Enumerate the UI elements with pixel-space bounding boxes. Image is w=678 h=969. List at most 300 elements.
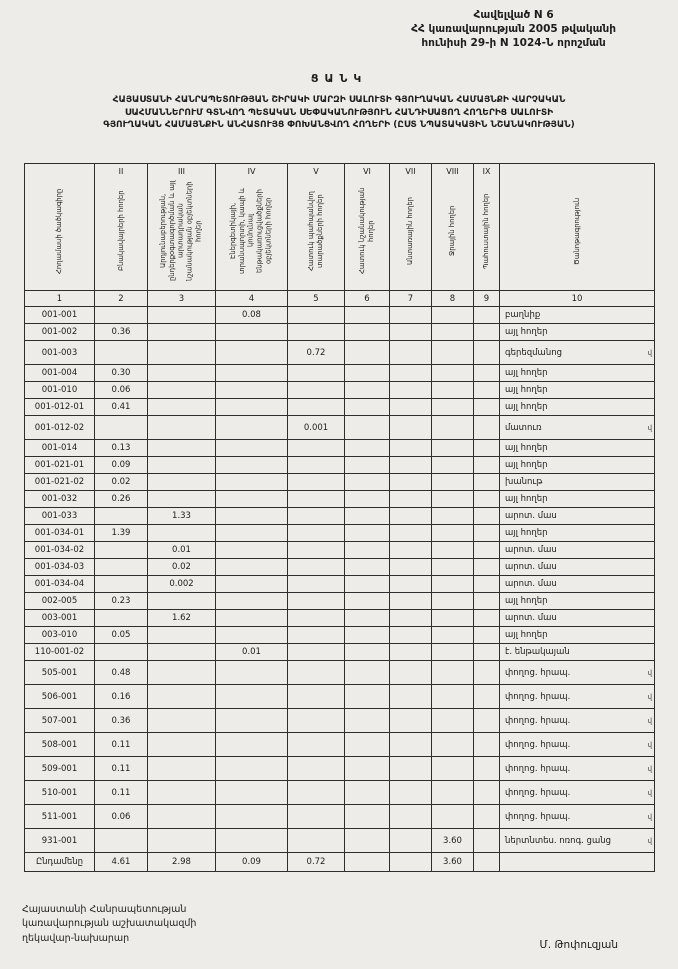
- value-cell: 0.06: [95, 382, 148, 399]
- value-cell: [432, 324, 474, 341]
- roman-numeral: III: [177, 167, 186, 176]
- value-cell: [148, 781, 216, 805]
- note-cell: [500, 709, 655, 733]
- table-row: [25, 829, 655, 853]
- land-code: 001-012-02: [25, 416, 95, 440]
- title-line-2: ՍԱՀՄԱՆՆԵՐՈՒՄ ԳՏՆՎՈՂ ՊԵՏԱԿԱՆ ՍԵՓԱԿԱՆՈՒԹՅՈՒՆ ՀԱՆԴԻՍԱՑՈՂ ՀՈՂԵՐԻՑ ՍԱԼՈՒՏԻ: [124, 107, 554, 118]
- land-table-header: [25, 164, 655, 307]
- value-cell: [148, 365, 216, 382]
- column-header-4: [216, 164, 288, 291]
- roman-numeral: VI: [363, 167, 371, 176]
- note-text: այլ հողեր: [505, 443, 548, 453]
- value-cell: [390, 627, 432, 644]
- decree-number: հունիսի 29-ի N 1024-Ն որոշման: [421, 37, 606, 50]
- note-cell: [500, 627, 655, 644]
- value-cell: [390, 644, 432, 661]
- note-cell: [500, 559, 655, 576]
- value-cell: 0.72: [288, 853, 345, 872]
- value-cell: [432, 757, 474, 781]
- value-cell: [216, 508, 288, 525]
- value-cell: [288, 440, 345, 457]
- value-cell: [474, 491, 500, 508]
- value-cell: [216, 661, 288, 685]
- value-cell: 1.39: [95, 525, 148, 542]
- land-code: 001-034-02: [25, 542, 95, 559]
- column-number: 10: [500, 291, 655, 307]
- value-cell: [288, 307, 345, 324]
- column-label: Ծանոթագրություն: [572, 197, 581, 265]
- value-cell: [474, 440, 500, 457]
- value-cell: [345, 416, 390, 440]
- note-text: խանութ: [505, 477, 543, 487]
- value-cell: [390, 382, 432, 399]
- value-cell: [345, 576, 390, 593]
- value-cell: [474, 593, 500, 610]
- value-cell: [345, 457, 390, 474]
- value-cell: [390, 757, 432, 781]
- note-text: այլ հողեր: [505, 596, 548, 606]
- table-row: [25, 307, 655, 324]
- value-cell: [216, 781, 288, 805]
- value-cell: [474, 853, 500, 872]
- value-cell: [474, 576, 500, 593]
- value-cell: 0.36: [95, 709, 148, 733]
- value-cell: 0.36: [95, 324, 148, 341]
- value-cell: [148, 399, 216, 416]
- note-cell: [500, 829, 655, 853]
- value-cell: [432, 542, 474, 559]
- value-cell: [148, 341, 216, 365]
- value-cell: [432, 508, 474, 525]
- value-cell: [390, 365, 432, 382]
- value-cell: [474, 644, 500, 661]
- land-code: 001-021-02: [25, 474, 95, 491]
- value-cell: [390, 685, 432, 709]
- roman-numeral: [501, 166, 653, 177]
- annex-number: Հավելված N 6: [473, 9, 554, 21]
- value-cell: [216, 365, 288, 382]
- value-cell: [216, 685, 288, 709]
- note-text: բաղնիք: [505, 310, 541, 320]
- value-cell: [390, 416, 432, 440]
- value-cell: [95, 829, 148, 853]
- value-cell: [390, 593, 432, 610]
- value-cell: [432, 593, 474, 610]
- value-cell: [474, 559, 500, 576]
- table-row: [25, 399, 655, 416]
- value-cell: [148, 661, 216, 685]
- table-row: [25, 781, 655, 805]
- value-cell: [474, 324, 500, 341]
- note-cell: [500, 525, 655, 542]
- value-cell: [390, 440, 432, 457]
- note-cell: [500, 382, 655, 399]
- note-cell: [500, 474, 655, 491]
- column-label: Հատուկ պահպանվող տարածքների հողեր: [307, 191, 324, 271]
- column-label: Արդյունաբերության, ընդերքօգտագործման և այլ արտադրական նշանակության օբյեկտների հողեր: [159, 180, 203, 282]
- column-number: 6: [345, 291, 390, 307]
- value-cell: [345, 307, 390, 324]
- value-cell: [345, 661, 390, 685]
- value-cell: [474, 829, 500, 853]
- value-cell: [216, 709, 288, 733]
- value-cell: 0.09: [95, 457, 148, 474]
- value-cell: [216, 491, 288, 508]
- land-table: [24, 163, 655, 872]
- note-cell: [500, 661, 655, 685]
- land-code: 001-002: [25, 324, 95, 341]
- value-cell: [216, 593, 288, 610]
- value-cell: [148, 805, 216, 829]
- note-text: գերեզմանոց: [505, 347, 562, 358]
- land-code: 507-001: [25, 709, 95, 733]
- value-cell: [432, 805, 474, 829]
- value-cell: [95, 307, 148, 324]
- value-cell: [216, 440, 288, 457]
- value-cell: 3.60: [432, 853, 474, 872]
- value-cell: [474, 508, 500, 525]
- value-cell: [288, 508, 345, 525]
- value-cell: [432, 416, 474, 440]
- value-cell: [148, 416, 216, 440]
- value-cell: 0.11: [95, 733, 148, 757]
- column-number: 8: [432, 291, 474, 307]
- table-row: [25, 576, 655, 593]
- value-cell: [95, 542, 148, 559]
- value-cell: 0.48: [95, 661, 148, 685]
- value-cell: [95, 576, 148, 593]
- land-code: 001-021-01: [25, 457, 95, 474]
- value-cell: [432, 491, 474, 508]
- value-cell: [216, 399, 288, 416]
- value-cell: [345, 709, 390, 733]
- land-code: 001-003: [25, 341, 95, 365]
- note-text: փողոց. հրապ.: [505, 787, 571, 798]
- value-cell: [148, 757, 216, 781]
- note-cell: [500, 365, 655, 382]
- value-cell: [148, 709, 216, 733]
- value-cell: [345, 627, 390, 644]
- note-text: է. ենթակայան: [505, 647, 570, 657]
- value-cell: [390, 399, 432, 416]
- column-header-3: [148, 164, 216, 291]
- annex-reference: [411, 8, 616, 51]
- value-cell: [390, 853, 432, 872]
- value-cell: [95, 416, 148, 440]
- table-row: [25, 508, 655, 525]
- land-code: 509-001: [25, 757, 95, 781]
- column-label: Հատուկ նշանակության հողեր: [358, 187, 375, 275]
- column-header-8: [432, 164, 474, 291]
- value-cell: [432, 341, 474, 365]
- value-cell: 0.11: [95, 781, 148, 805]
- column-label: Պահուստային հողեր: [482, 193, 491, 269]
- note-cell: [500, 733, 655, 757]
- footnote-mark: վ: [647, 764, 652, 773]
- note-cell: [500, 324, 655, 341]
- table-row: [25, 416, 655, 440]
- column-number: 3: [148, 291, 216, 307]
- value-cell: [390, 457, 432, 474]
- value-cell: [345, 733, 390, 757]
- value-cell: [345, 341, 390, 365]
- footer-office: [22, 903, 196, 946]
- value-cell: 0.08: [216, 307, 288, 324]
- roman-numeral: IX: [482, 167, 491, 176]
- land-code: 001-033: [25, 508, 95, 525]
- value-cell: [474, 733, 500, 757]
- value-cell: [216, 733, 288, 757]
- value-cell: [345, 399, 390, 416]
- note-text: այլ հողեր: [505, 460, 548, 470]
- value-cell: [474, 805, 500, 829]
- value-cell: [95, 341, 148, 365]
- page-title: ՑԱՆԿ: [310, 72, 368, 85]
- column-header-10: [500, 164, 655, 291]
- value-cell: 0.72: [288, 341, 345, 365]
- value-cell: [345, 491, 390, 508]
- value-cell: [288, 685, 345, 709]
- table-row: [25, 474, 655, 491]
- value-cell: 0.02: [95, 474, 148, 491]
- note-cell: [500, 416, 655, 440]
- land-code: 003-001: [25, 610, 95, 627]
- value-cell: [345, 382, 390, 399]
- note-cell: [500, 508, 655, 525]
- value-cell: 2.98: [148, 853, 216, 872]
- value-cell: 1.33: [148, 508, 216, 525]
- footnote-mark: վ: [647, 740, 652, 749]
- footnote-mark: վ: [647, 788, 652, 797]
- note-text: փողոց. հրապ.: [505, 715, 571, 726]
- note-text: արոտ. մաս: [505, 613, 557, 623]
- table-row: [25, 457, 655, 474]
- footer-line-1: Հայաստանի Հանրապետության: [22, 904, 187, 915]
- land-table-body: [25, 307, 655, 872]
- value-cell: [474, 661, 500, 685]
- value-cell: [390, 709, 432, 733]
- note-cell: [500, 805, 655, 829]
- table-row: [25, 644, 655, 661]
- value-cell: [288, 644, 345, 661]
- column-header-7: [390, 164, 432, 291]
- value-cell: [432, 399, 474, 416]
- value-cell: [216, 627, 288, 644]
- note-text: այլ հողեր: [505, 528, 548, 538]
- value-cell: [390, 542, 432, 559]
- value-cell: 4.61: [95, 853, 148, 872]
- note-cell: [500, 781, 655, 805]
- note-cell: [500, 307, 655, 324]
- column-number-row: [25, 291, 655, 307]
- note-cell: [500, 644, 655, 661]
- value-cell: [216, 341, 288, 365]
- value-cell: [345, 525, 390, 542]
- value-cell: [474, 399, 500, 416]
- value-cell: 0.16: [95, 685, 148, 709]
- value-cell: [216, 324, 288, 341]
- note-text: փողոց. հրապ.: [505, 739, 571, 750]
- land-code: 001-034-04: [25, 576, 95, 593]
- note-cell: [500, 542, 655, 559]
- value-cell: 0.11: [95, 757, 148, 781]
- note-text: մատուռ: [505, 422, 542, 433]
- value-cell: [95, 610, 148, 627]
- value-cell: [474, 474, 500, 491]
- value-cell: [432, 474, 474, 491]
- land-code: 001-034-01: [25, 525, 95, 542]
- value-cell: [474, 781, 500, 805]
- note-cell: [500, 853, 655, 872]
- note-text: այլ հողեր: [505, 402, 548, 412]
- table-row: [25, 440, 655, 457]
- table-row: [25, 324, 655, 341]
- title-block: [0, 72, 678, 132]
- value-cell: [474, 382, 500, 399]
- table-row: [25, 757, 655, 781]
- value-cell: 0.06: [95, 805, 148, 829]
- value-cell: [288, 491, 345, 508]
- value-cell: [216, 559, 288, 576]
- value-cell: [288, 525, 345, 542]
- value-cell: 3.60: [432, 829, 474, 853]
- value-cell: [390, 559, 432, 576]
- column-number: 4: [216, 291, 288, 307]
- note-text: արոտ. մաս: [505, 511, 557, 521]
- value-cell: [432, 525, 474, 542]
- column-header-1: [25, 164, 95, 291]
- value-cell: [432, 365, 474, 382]
- value-cell: [216, 610, 288, 627]
- value-cell: [148, 491, 216, 508]
- value-cell: [474, 416, 500, 440]
- value-cell: [432, 576, 474, 593]
- table-row: [25, 733, 655, 757]
- value-cell: [345, 593, 390, 610]
- land-code: 931-001: [25, 829, 95, 853]
- value-cell: [148, 457, 216, 474]
- value-cell: [288, 829, 345, 853]
- value-cell: [390, 733, 432, 757]
- note-text: փողոց. հրապ.: [505, 667, 571, 678]
- value-cell: [345, 440, 390, 457]
- value-cell: [432, 781, 474, 805]
- footnote-mark: վ: [647, 668, 652, 677]
- value-cell: [148, 307, 216, 324]
- roman-numeral: VIII: [446, 167, 459, 176]
- land-code: 001-014: [25, 440, 95, 457]
- land-code: 003-010: [25, 627, 95, 644]
- value-cell: [474, 709, 500, 733]
- value-cell: [390, 525, 432, 542]
- value-cell: [288, 610, 345, 627]
- value-cell: [474, 525, 500, 542]
- column-label: Անտառային հողեր: [406, 197, 415, 265]
- title-line-1: ՀԱՅԱՍՏԱՆԻ ՀԱՆՐԱՊԵՏՈՒԹՅԱՆ ՇԻՐԱԿԻ ՄԱՐԶԻ ՍԱԼՈՒՏԻ ԳՅՈՒՂԱԿԱՆ ՀԱՄԱՅՆՔԻ ՎԱՐՉԱԿԱՆ: [112, 95, 566, 105]
- value-cell: [345, 757, 390, 781]
- table-row: [25, 805, 655, 829]
- value-cell: [474, 542, 500, 559]
- value-cell: [345, 644, 390, 661]
- value-cell: [345, 781, 390, 805]
- column-number: 5: [288, 291, 345, 307]
- value-cell: [345, 610, 390, 627]
- value-cell: [432, 685, 474, 709]
- note-cell: [500, 399, 655, 416]
- land-code: 510-001: [25, 781, 95, 805]
- value-cell: 0.26: [95, 491, 148, 508]
- value-cell: [432, 382, 474, 399]
- value-cell: 0.01: [216, 644, 288, 661]
- note-text: ներտնտես. ոռոգ. ցանց: [505, 835, 611, 846]
- value-cell: [390, 324, 432, 341]
- land-code: 001-001: [25, 307, 95, 324]
- value-cell: [345, 365, 390, 382]
- table-row: [25, 542, 655, 559]
- footer-line-3: ղեկավար-նախարար: [22, 932, 130, 944]
- value-cell: [390, 610, 432, 627]
- value-cell: [432, 644, 474, 661]
- roman-numeral: [26, 166, 93, 177]
- value-cell: [288, 399, 345, 416]
- value-cell: [432, 627, 474, 644]
- value-cell: [288, 576, 345, 593]
- note-text: այլ հողեր: [505, 385, 548, 395]
- document-title: [0, 94, 678, 132]
- value-cell: [288, 365, 345, 382]
- table-row: [25, 627, 655, 644]
- value-cell: [216, 474, 288, 491]
- value-cell: [148, 324, 216, 341]
- title-line-3: ԳՅՈՒՂԱԿԱՆ ՀԱՄԱՅՆՔԻՆ ԱՆՀԱՏՈՒՅՑ ՓՈԽԱՆՑՎՈՂ ՀՈՂԵՐԻ (ԸՍՏ ՆՊԱՏԱԿԱՅԻՆ ՆՇԱՆԱԿՈՒԹՅԱՆ): [103, 120, 575, 131]
- note-text: փողոց. հրապ.: [505, 811, 571, 822]
- note-cell: [500, 440, 655, 457]
- note-text: արոտ. մաս: [505, 579, 557, 589]
- value-cell: [345, 559, 390, 576]
- value-cell: [432, 733, 474, 757]
- table-row: [25, 382, 655, 399]
- land-code: 508-001: [25, 733, 95, 757]
- total-row: [25, 853, 655, 872]
- note-cell: [500, 341, 655, 365]
- value-cell: [288, 627, 345, 644]
- note-cell: [500, 593, 655, 610]
- value-cell: [148, 733, 216, 757]
- value-cell: [216, 829, 288, 853]
- value-cell: [288, 781, 345, 805]
- column-number: 9: [474, 291, 500, 307]
- value-cell: [390, 508, 432, 525]
- value-cell: 0.13: [95, 440, 148, 457]
- column-label: Բնակավայրերի հողեր: [116, 190, 125, 272]
- value-cell: [390, 781, 432, 805]
- value-cell: [148, 440, 216, 457]
- roman-numeral: IV: [247, 167, 256, 176]
- column-label: Ջրային հողեր: [448, 205, 457, 257]
- land-code: 001-032: [25, 491, 95, 508]
- value-cell: 0.002: [148, 576, 216, 593]
- value-cell: [288, 733, 345, 757]
- value-cell: [288, 324, 345, 341]
- table-row: [25, 491, 655, 508]
- value-cell: [474, 685, 500, 709]
- value-cell: [345, 853, 390, 872]
- value-cell: [288, 593, 345, 610]
- note-text: այլ հողեր: [505, 327, 548, 337]
- signature-name: Մ. Թոփուզյան: [539, 939, 618, 951]
- note-cell: [500, 576, 655, 593]
- value-cell: [432, 457, 474, 474]
